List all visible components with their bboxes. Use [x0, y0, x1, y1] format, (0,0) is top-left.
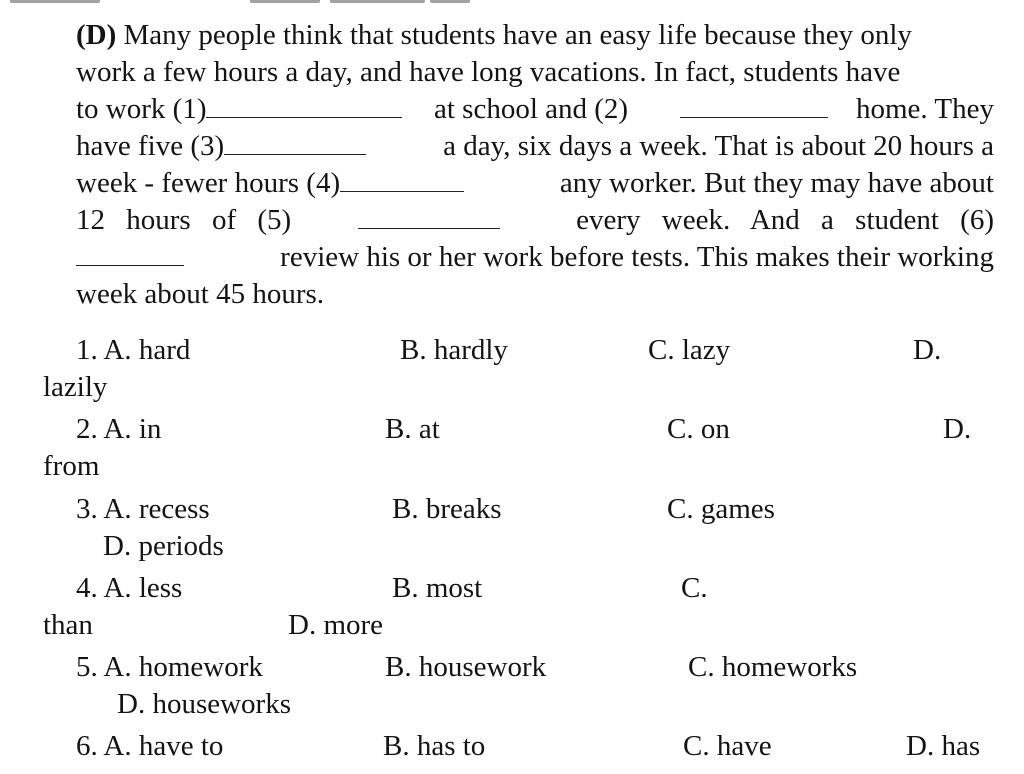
- passage-text: 12 hours of (5): [76, 204, 292, 236]
- passage: [76, 17, 994, 313]
- q6-option-c[interactable]: C. have: [683, 730, 772, 762]
- passage-line-7: [76, 239, 994, 276]
- passage-text: work a few hours a day, and have long vacations. In fact, students have: [76, 56, 901, 88]
- q3-option-b[interactable]: B. breaks: [392, 493, 502, 525]
- passage-text: Many people think that students have an easy life because they only: [123, 19, 912, 51]
- q6-option-a[interactable]: 6. A. have to: [76, 730, 224, 762]
- passage-text: have five (3): [76, 130, 225, 162]
- passage-text: review his or her work before tests. This makes their working: [280, 241, 994, 273]
- q5-option-b[interactable]: B. housework: [385, 651, 547, 683]
- q4-option-c-label[interactable]: C.: [681, 572, 708, 604]
- q4-option-b[interactable]: B. most: [392, 572, 483, 604]
- q3-option-d[interactable]: D. periods: [103, 530, 224, 562]
- blank-5[interactable]: [358, 206, 500, 229]
- passage-text: week - fewer hours (4): [76, 167, 341, 199]
- q2-option-a[interactable]: 2. A. in: [76, 413, 162, 445]
- q5-option-d[interactable]: D. houseworks: [117, 688, 291, 720]
- blank-6[interactable]: [76, 243, 184, 266]
- blank-2[interactable]: [680, 95, 828, 118]
- passage-label: (D): [76, 19, 117, 51]
- q4-option-d[interactable]: D. more: [288, 609, 384, 641]
- q2-option-d-label[interactable]: D.: [943, 413, 972, 445]
- q3-option-c[interactable]: C. games: [667, 493, 775, 525]
- q6-option-b[interactable]: B. has to: [383, 730, 486, 762]
- cropped-previous-line: [0, 0, 1024, 8]
- passage-line-2: [76, 54, 994, 91]
- q3-option-a[interactable]: 3. A. recess: [76, 493, 210, 525]
- passage-text: a day, six days a week. That is about 20 hours a: [443, 130, 994, 162]
- passage-line-5: [76, 165, 994, 202]
- q4-option-c-text[interactable]: than: [43, 609, 93, 641]
- passage-line-4: [76, 128, 994, 165]
- q4-option-a[interactable]: 4. A. less: [76, 572, 183, 604]
- blank-3[interactable]: [224, 132, 366, 155]
- blank-4[interactable]: [340, 169, 464, 192]
- q2-option-d-text[interactable]: from: [43, 450, 100, 482]
- passage-text: home. They: [856, 93, 994, 125]
- q6-option-d[interactable]: D. has: [906, 730, 981, 762]
- q2-option-b[interactable]: B. at: [385, 413, 440, 445]
- passage-text: any worker. But they may have about: [559, 167, 994, 199]
- passage-text: week about 45 hours.: [76, 278, 325, 310]
- q1-option-a[interactable]: 1. A. hard: [76, 334, 191, 366]
- q1-option-b[interactable]: B. hardly: [400, 334, 508, 366]
- passage-text: at school and (2): [434, 93, 629, 125]
- passage-line-8: [76, 276, 994, 313]
- passage-line-1: [76, 17, 994, 54]
- q1-option-c[interactable]: C. lazy: [648, 334, 731, 366]
- passage-text: every week. And a student (6): [576, 204, 994, 236]
- passage-text: to work (1): [76, 93, 207, 125]
- q5-option-c[interactable]: C. homeworks: [688, 651, 858, 683]
- q2-option-c[interactable]: C. on: [667, 413, 730, 445]
- q5-option-a[interactable]: 5. A. homework: [76, 651, 263, 683]
- q1-option-d-text[interactable]: lazily: [43, 371, 108, 403]
- blank-1[interactable]: [206, 95, 402, 118]
- q1-option-d-label[interactable]: D.: [913, 334, 942, 366]
- passage-line-6: [76, 202, 994, 239]
- passage-line-3: [76, 91, 994, 128]
